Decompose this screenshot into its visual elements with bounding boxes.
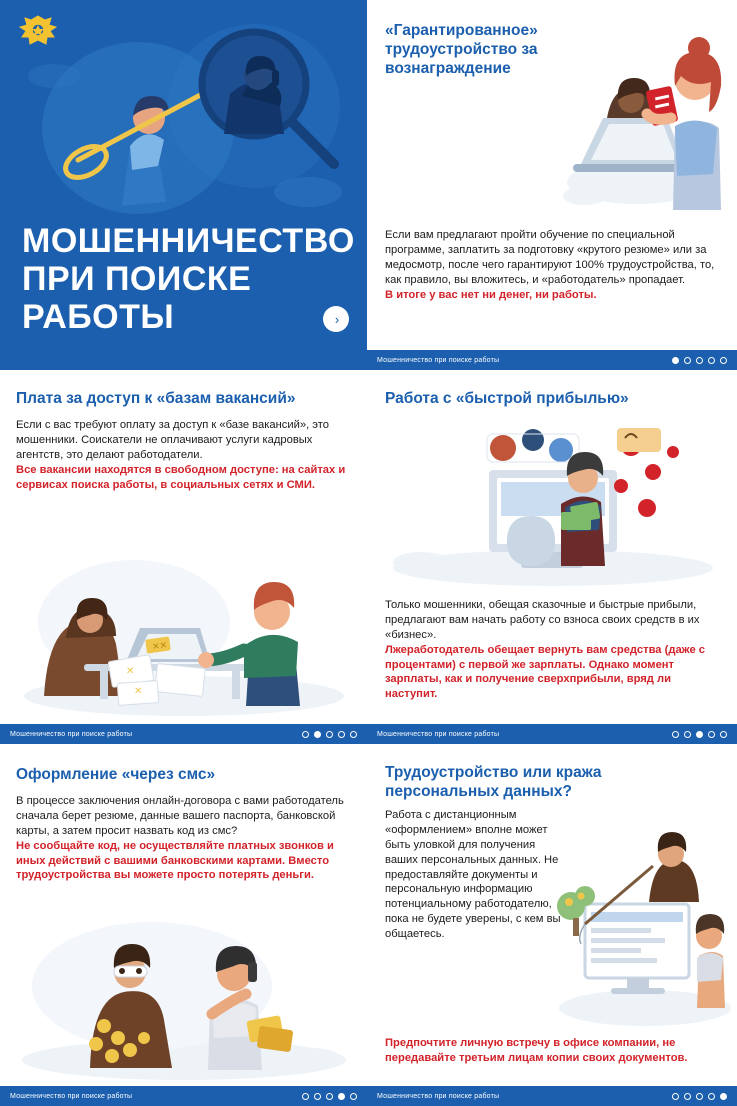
footer-caption: Мошенничество при поиске работы [377, 1092, 500, 1100]
dot-2[interactable] [684, 731, 691, 738]
dot-5[interactable] [350, 731, 357, 738]
footer-caption: Мошенничество при поиске работы [377, 730, 500, 738]
svg-text:✕: ✕ [126, 666, 135, 677]
panel-sms-registration [0, 744, 367, 1106]
panel-body: Только мошенники, обещая сказочные и быстрые прибыли, предлагают вам начать работу со взноса своих средств в их «бизнес». [385, 599, 700, 641]
svg-text:✕✕: ✕✕ [151, 639, 168, 652]
panel-footer [367, 724, 737, 744]
dot-4[interactable] [338, 731, 345, 738]
dot-4[interactable] [708, 731, 715, 738]
next-button[interactable] [323, 306, 349, 332]
pagination-dots[interactable] [672, 1093, 727, 1100]
hero-title: МОШЕННИЧЕСТВО ПРИ ПОИСКЕ РАБОТЫ [22, 222, 355, 337]
panel-body-block [16, 418, 346, 492]
panel-fast-profit-work [367, 370, 737, 744]
dot-2[interactable] [684, 357, 691, 364]
dot-4[interactable] [708, 1093, 715, 1100]
panel-title: Плата за доступ к «базам вакансий» [16, 390, 296, 407]
panel-highlight: Предпочтите личную встречу в офисе компании, не передавайте третьим лицам копии своих документов. [385, 1037, 688, 1064]
hero-illustration [18, 10, 350, 220]
panel-footer [0, 1086, 367, 1106]
pagination-dots[interactable] [672, 731, 727, 738]
dot-5[interactable] [720, 731, 727, 738]
pagination-dots[interactable] [302, 1093, 357, 1100]
panel-personal-data-theft [367, 744, 737, 1106]
pagination-dots[interactable] [302, 731, 357, 738]
panel4-illustration [385, 416, 721, 588]
panel-highlight: Лжеработодатель обещает вернуть вам средства (даже с процентами) с первой же зарплаты. Однако момент зарплаты, как и получение сверхприбыли, вряд ли наступит. [385, 643, 706, 701]
dot-5[interactable] [720, 357, 727, 364]
panel-body: Если с вас требуют оплату за доступ к «базе вакансий», это мошенники. Соискатели не оплачивают услуги кадровых агентств, это делают работодатели. [16, 419, 329, 461]
svg-text:✕: ✕ [134, 686, 143, 697]
dot-3[interactable] [696, 357, 703, 364]
panel-footer [367, 1086, 737, 1106]
footer-caption: Мошенничество при поиске работы [10, 730, 133, 738]
dot-1[interactable] [302, 731, 309, 738]
dot-2[interactable] [314, 731, 321, 738]
panel-title: Трудоустройство или кража персональных данных? [385, 764, 602, 800]
panel-body: В процессе заключения онлайн-договора с вами работодатель сначала берет резюме, данные вашего паспорта, банковской карты, а затем просит назвать код из смс? [16, 795, 344, 837]
panel-body-block [385, 228, 719, 302]
footer-caption: Мошенничество при поиске работы [377, 356, 500, 364]
panel-body-block [16, 794, 352, 883]
dot-1[interactable] [302, 1093, 309, 1100]
pagination-dots[interactable] [672, 357, 727, 364]
dot-3[interactable] [696, 731, 703, 738]
panel-guaranteed-employment [367, 0, 737, 370]
dot-4[interactable] [338, 1093, 345, 1100]
panel-highlight: В итоге у вас нет ни денег, ни работы. [385, 288, 597, 301]
dot-2[interactable] [314, 1093, 321, 1100]
panel-vacancy-database-fee [0, 370, 367, 744]
panel-body-block [385, 598, 721, 702]
dot-4[interactable] [708, 357, 715, 364]
panel-highlight: Не сообщайте код, не осуществляйте платных звонков и иных действий с вашими банковскими картами. Вместо трудоустройства вы можете просто потерять деньги. [16, 839, 334, 882]
footer-caption: Мошенничество при поиске работы [10, 1092, 133, 1100]
panel-footer [367, 350, 737, 370]
panel-highlight: Все вакансии находятся в свободном доступе: на сайтах и сервисах поиска работы, в социальных сетях и СМИ. [16, 463, 346, 491]
dot-3[interactable] [326, 1093, 333, 1100]
dot-3[interactable] [696, 1093, 703, 1100]
panel-hero [0, 0, 367, 370]
dot-1[interactable] [672, 731, 679, 738]
panel-title: Оформление «через смс» [16, 766, 216, 783]
panel6-illustration [557, 800, 733, 1032]
dot-5[interactable] [350, 1093, 357, 1100]
panel-body: Если вам предлагают пройти обучение по специальной программе, заплатить за подготовку «крутого резюме» или за медосмотр, после чего гарантируют 100% трудоустройства, то, как правило, вы вложитесь, и «работодатель» пропадает. [385, 229, 715, 286]
panel5-illustration [12, 910, 356, 1086]
panel-title: Работа с «быстрой прибылью» [385, 390, 629, 407]
panel-body: Работа с дистанционным «оформлением» вполне может быть уловкой для получения ваших персональных данных. Не предоставляйте документы и персональную информацию потенциальному работодателю, пока не будете уверены, с кем вы общаетесь. [385, 809, 561, 941]
panel3-illustration [14, 546, 354, 718]
dot-1[interactable] [672, 357, 679, 364]
panel-footer [0, 724, 367, 744]
panel-title: «Гарантированное» трудоустройство за вознаграждение [385, 22, 538, 77]
chevron-right-icon: › [334, 311, 340, 327]
dot-2[interactable] [684, 1093, 691, 1100]
dot-5[interactable] [720, 1093, 727, 1100]
dot-3[interactable] [326, 731, 333, 738]
panel2-illustration [563, 14, 729, 214]
dot-1[interactable] [672, 1093, 679, 1100]
